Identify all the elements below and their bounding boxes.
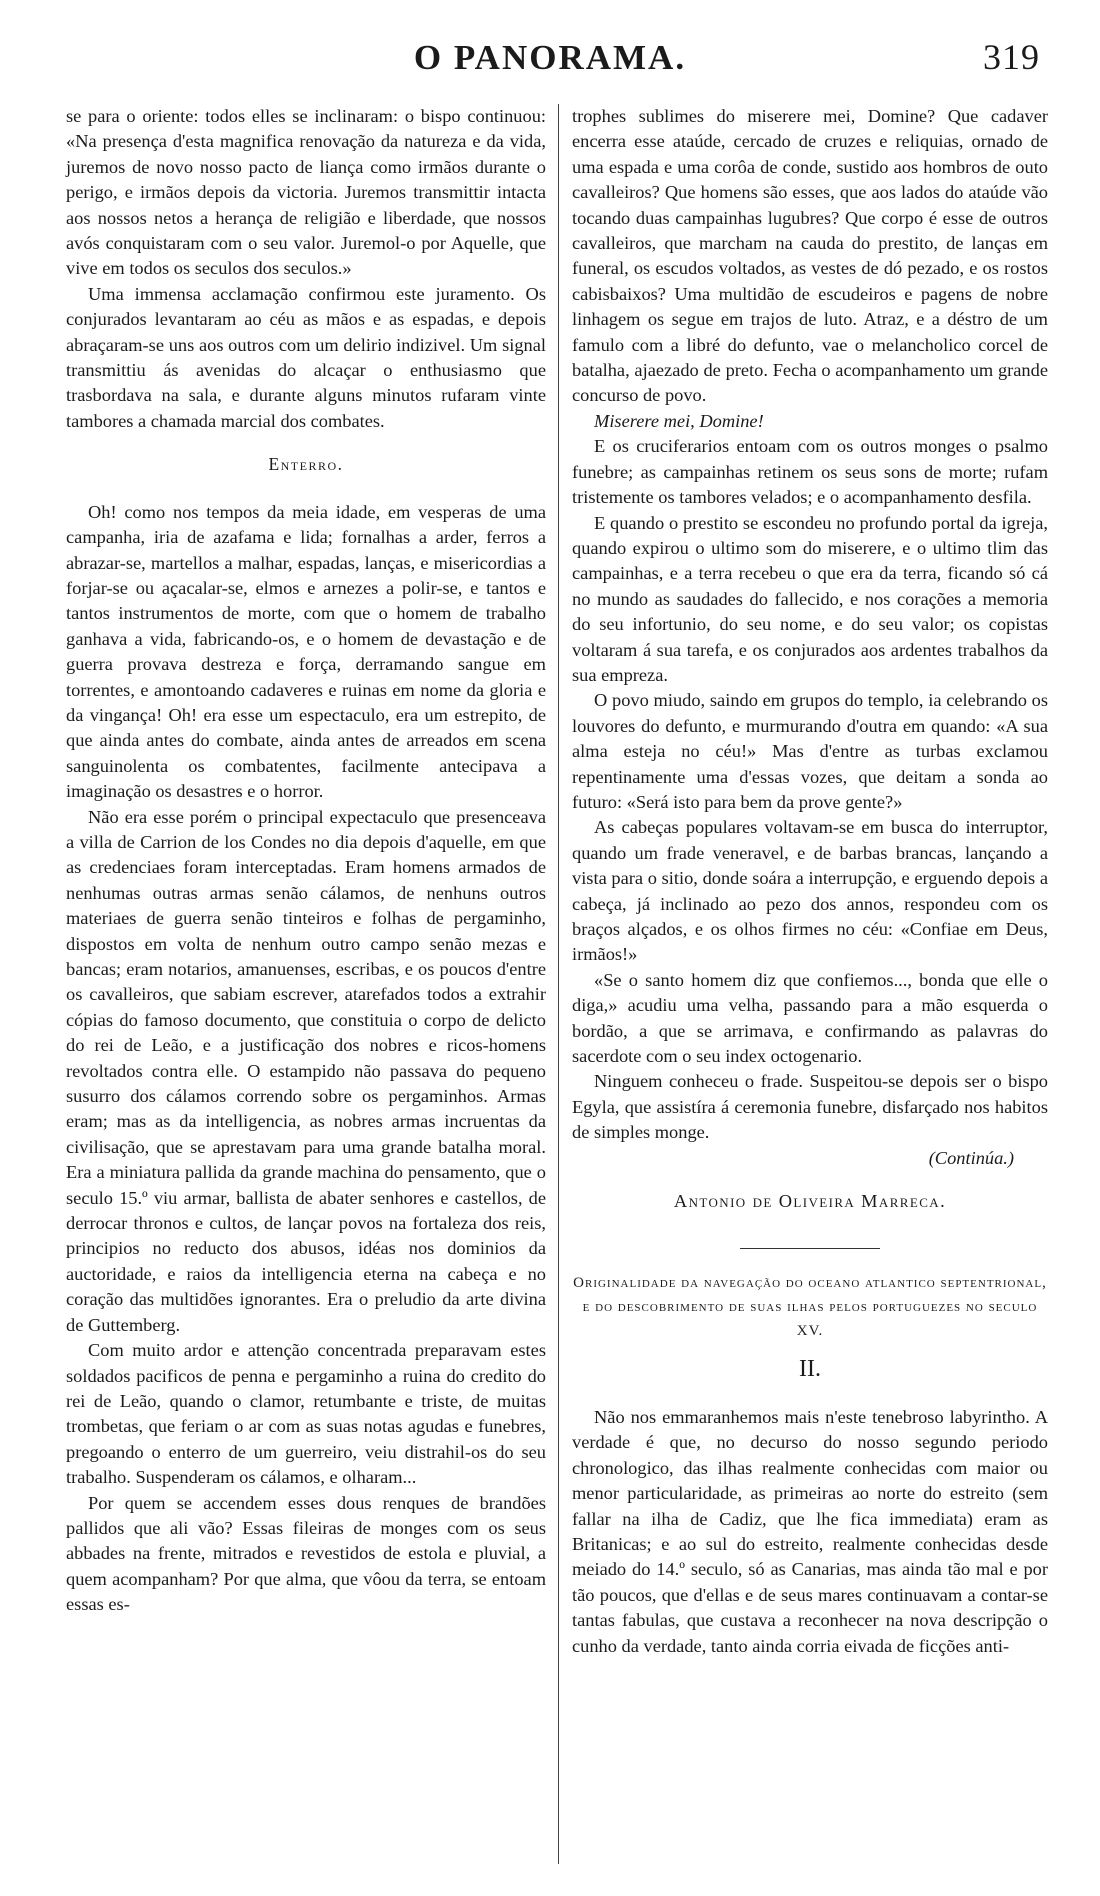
page-number: 319: [983, 37, 1040, 77]
paragraph: E os cruciferarios entoam com os outros monges o psalmo funebre; as campainhas retinem os seus sons de morte; rufam tristemente os tambores velados; e o acompanhamento desfila.: [572, 436, 1048, 508]
paragraph: Oh! como nos tempos da meia idade, em vesperas de uma campanha, iria de azafama e lida; fornalhas a arder, ferros a abrazar-se, martellos a malhar, espadas, lanças, e misericordias a forjar-se ou açacalar-se, elmos e arnezes a polir-se, e tantos e tantos instrumentos de morte, com que o homem de trabalho ganhava a vida, fabricando-os, e o homem de devastação e de guerra provava destreza e força, derramando sangue em torrentes, e amontoando cadaveres e ruinas em nome da gloria e da vingança! Oh! era esse um espectaculo, era um estrepito, de que ainda antes do combate, ainda antes de arreados em scena sanguinolenta os combatentes, facilmente antecipava a imaginação os desastres e o horror.: [66, 501, 546, 802]
paragraph: Não nos emmaranhemos mais n'este tenebroso labyrintho. A verdade é que, no decurso do nosso segundo periodo chronologico, das ilhas realmente conhecidas com maior ou menor particularidade, as primeiras ao norte do estreito (sem fallar na ilha de Cadiz, que lhe fica immediata) eram as Britanicas; e ao sul do estreito, realmente conhecidas desde meiado do 14.º seculo, só as Canarias, mas ainda tão mal e por tão poucos, que d'ellas e de seus mares continuavam a contar-se tantas fabulas, que custava a reconhecer na nova descripção o cunho da verdade, tanto ainda corria eivada de ficções anti-: [572, 1406, 1048, 1656]
right-column: [572, 104, 1048, 1659]
section-rule: [740, 1248, 880, 1249]
paragraph: Não era esse porém o principal expectaculo que presenceava a villa de Carrion de los Condes no dia depois d'aquelle, em que as credenciaes foram interceptadas. Eram homens armados de nenhumas outras armas senão cálamos, de nenhuns outros materiaes de guerra senão tinteiros e folhas de pergaminho, dispostos em volta de nenhum outro campo senão mezas e bancas; eram notarios, amanuenses, escribas, e os poucos d'entre os cavalleiros, que sabiam escrever, atarefados todos a extrahir cópias do famoso documento, que constituia o corpo de delicto do rei de Leão, e a justificação dos nobres e ricos-homens revoltados contra elle. O estampido não passava do pequeno susurro dos cálamos correndo sobre os pergaminhos. Armas eram; mas as da intelligencia, as nobres armas incruentas da civilisação, que se aprestavam para uma grande batalha moral. Era a miniatura pallida da grande machina do pensamento, que o seculo 15.º viu armar, ballista de abater senhores e castellos, de derrocar thronos e cultos, de lançar povos na fortaleza dos reis, principios no reducto dos abusos, idéas nos dominios da auctoridade, e raios da intelligencia eterna na cabeça e no coração das multidões ignorantes. Era o preludio da arte divina de Guttemberg.: [66, 806, 546, 1335]
author-signature: Antonio de Oliveira Marreca.: [673, 1191, 947, 1212]
left-column: [66, 104, 546, 1618]
paragraph: E quando o prestito se escondeu no profundo portal da igreja, quando expirou o ultimo som do miserere, e o ultimo tlim das campainhas, e a terra recebeu o que era da terra, ficando só cá no mundo as saudades do fallecido, e nos corações a memoria do seu infortunio, do seu nome, e do seu valor; os copistas voltaram á sua tarefa, e os conjurados aos ardentes trabalhos da sua empreza.: [572, 512, 1048, 685]
article-title: Originalidade da navegação do oceano atlantico septentrional, e do descobrimento de suas ilhas pelos portuguezes no seculo XV.: [573, 1275, 1047, 1340]
section-heading: Enterro.: [268, 454, 344, 475]
paragraph: O povo miudo, saindo em grupos do templo, ia celebrando os louvores do defunto, e murmurando d'outra em quando: «A sua alma esteja no céu!» Mas d'entre as turbas exclamou repentinamente uma d'essas vozes, que deitam a sonda ao futuro: «Será isto para bem da prove gente?»: [572, 690, 1048, 812]
paragraph: Com muito ardor e attenção concentrada preparavam estes soldados pacificos de penna e pergaminho a ruina do credito do rei de Leão, quando o clamor, retumbante e triste, de muitas trombetas, que feriam o ar com as suas notas agudas e funebres, pregoando o enterro de um guerreiro, veiu distrahil-os do seu trabalho. Suspenderam os cálamos, e olharam...: [66, 1340, 546, 1488]
latin-verse: Miserere mei, Domine!: [594, 410, 764, 431]
article-numeral: II.: [799, 1356, 821, 1383]
publication-title: O PANORAMA.: [413, 38, 687, 77]
paragraph: As cabeças populares voltavam-se em busca do interruptor, quando um frade veneravel, e de barbas brancas, lançando a vista para o sitio, donde soára a interrupção, e erguendo depois a cabeça, já inclinado ao pezo dos annos, respondeu com os braços alçados, e os olhos firmes no céu: «Confiae em Deus, irmãos!»: [572, 817, 1048, 965]
paragraph: se para o oriente: todos elles se inclinaram: o bispo continuou: «Na presença d'esta magnifica renovação da natureza e da vida, juremos de novo nosso pacto de liança como irmãos durante o perigo, e irmãos depois da victoria. Juremos transmittir intacta aos nossos netos a herança de religião e liberdade, que nossos avós conquistaram com o seu valor. Juremol-o por Aquelle, que vive em todos os seculos dos seculos.»: [66, 106, 546, 279]
page-header: [0, 38, 1100, 88]
continua-note: (Continúa.): [928, 1147, 1014, 1168]
paragraph: «Se o santo homem diz que confiemos..., bonda que elle o diga,» acudiu uma velha, passando para a mão esquerda o bordão, a que se arrimava, e confirmando as palavras do sacerdote com o seu index octogenario.: [572, 969, 1048, 1067]
paragraph: Ninguem conheceu o frade. Suspeitou-se depois ser o bispo Egyla, que assistíra á ceremonia funebre, disfarçado nos habitos de simples monge.: [572, 1071, 1048, 1143]
column-divider: [558, 104, 559, 1864]
paragraph: Por quem se accendem esses dous renques de brandões pallidos que ali vão? Essas fileiras de monges com os seus abbades na frente, mitrados e revestidos de estola e pluvial, a quem acompanham? Por que alma, que vôou da terra, se entoam essas es-: [66, 1492, 546, 1615]
paragraph: Uma immensa acclamação confirmou este juramento. Os conjurados levantaram ao céu as mãos e as espadas, e depois abraçaram-se uns aos outros com um delirio indizivel. Um signal transmittiu ás avenidas do alcaçar o enthusiasmo que trasbordava na sala, e durante alguns minutos rufaram vinte tambores a chamada marcial dos combates.: [66, 283, 546, 431]
paragraph: trophes sublimes do miserere mei, Domine? Que cadaver encerra esse ataúde, cercado de cruzes e reliquias, ornado de uma espada e uma corôa de conde, sustido aos hombros de outo cavalleiros? Que homens são esses, que aos lados do ataúde vão tocando duas campainhas lugubres? Que corpo é esse de outros cavalleiros, que marcham na cauda do prestito, de lanças em funeral, os escudos voltados, as vestes de dó pezado, e os rostos cabisbaixos? Uma multidão de escudeiros e pagens de nobre linhagem os segue em trajos de luto. Atraz, e a déstro de um famulo com a libré do defunto, vae o melancholico corcel de batalha, ajaezado de preto. Fecha o acompanhamento um grande concurso de povo.: [572, 106, 1048, 406]
